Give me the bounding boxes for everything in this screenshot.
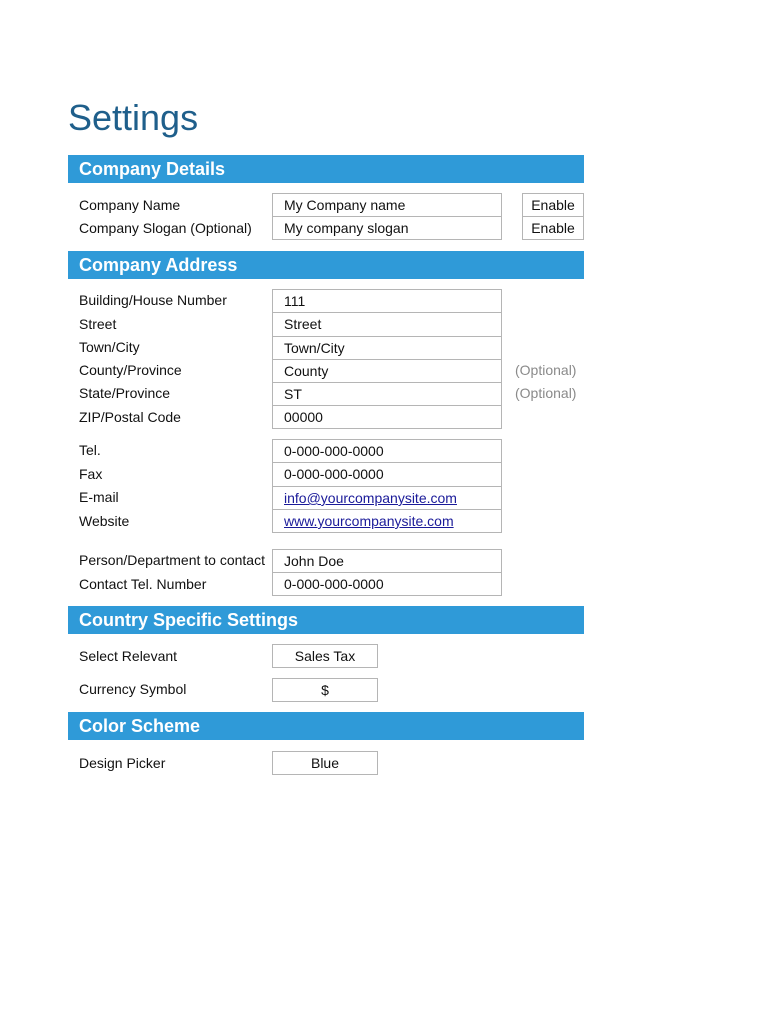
section-header-color-scheme: Color Scheme <box>68 712 584 740</box>
design-picker-label: Design Picker <box>79 755 166 771</box>
state-province-field[interactable]: ST <box>272 382 502 406</box>
email-field[interactable] <box>272 486 502 510</box>
fax-label: Fax <box>79 466 103 482</box>
email-label: E-mail <box>79 489 119 505</box>
section-header-company-address: Company Address <box>68 251 584 279</box>
section-header-country-settings: Country Specific Settings <box>68 606 584 634</box>
company-name-field[interactable]: My Company name <box>272 193 502 217</box>
contact-tel-label: Contact Tel. Number <box>79 576 207 592</box>
county-province-field[interactable]: County <box>272 359 502 383</box>
website-link[interactable]: www.yourcompanysite.com <box>284 513 454 529</box>
select-relevant-dropdown[interactable]: Sales Tax <box>272 644 378 668</box>
contact-person-label: Person/Department to contact <box>79 552 265 568</box>
section-header-company-details: Company Details <box>68 155 584 183</box>
zip-code-field[interactable]: 00000 <box>272 405 502 429</box>
tel-label: Tel. <box>79 442 101 458</box>
company-slogan-label: Company Slogan (Optional) <box>79 220 252 236</box>
design-picker-dropdown[interactable]: Blue <box>272 751 378 775</box>
contact-person-field[interactable]: John Doe <box>272 549 502 573</box>
state-optional-hint: (Optional) <box>515 385 577 401</box>
tel-field[interactable]: 0-000-000-0000 <box>272 439 502 463</box>
company-slogan-enable-button[interactable]: Enable <box>522 216 584 240</box>
county-province-label: County/Province <box>79 362 182 378</box>
zip-code-label: ZIP/Postal Code <box>79 409 181 425</box>
currency-symbol-field[interactable]: $ <box>272 678 378 702</box>
building-number-field[interactable]: 111 <box>272 289 502 313</box>
currency-symbol-label: Currency Symbol <box>79 681 187 697</box>
company-name-label: Company Name <box>79 197 181 213</box>
website-label: Website <box>79 513 130 529</box>
contact-tel-field[interactable]: 0-000-000-0000 <box>272 572 502 596</box>
town-city-label: Town/City <box>79 339 140 355</box>
street-label: Street <box>79 316 117 332</box>
building-number-label: Building/House Number <box>79 292 227 308</box>
company-name-enable-button[interactable]: Enable <box>522 193 584 217</box>
town-city-field[interactable]: Town/City <box>272 336 502 360</box>
state-province-label: State/Province <box>79 385 171 401</box>
county-optional-hint: (Optional) <box>515 362 577 378</box>
street-field[interactable]: Street <box>272 312 502 336</box>
email-link[interactable]: info@yourcompanysite.com <box>284 490 457 506</box>
select-relevant-label: Select Relevant <box>79 648 178 664</box>
website-field[interactable] <box>272 509 502 533</box>
page-title: Settings <box>68 97 199 138</box>
fax-field[interactable]: 0-000-000-0000 <box>272 462 502 486</box>
company-slogan-field[interactable]: My company slogan <box>272 216 502 240</box>
